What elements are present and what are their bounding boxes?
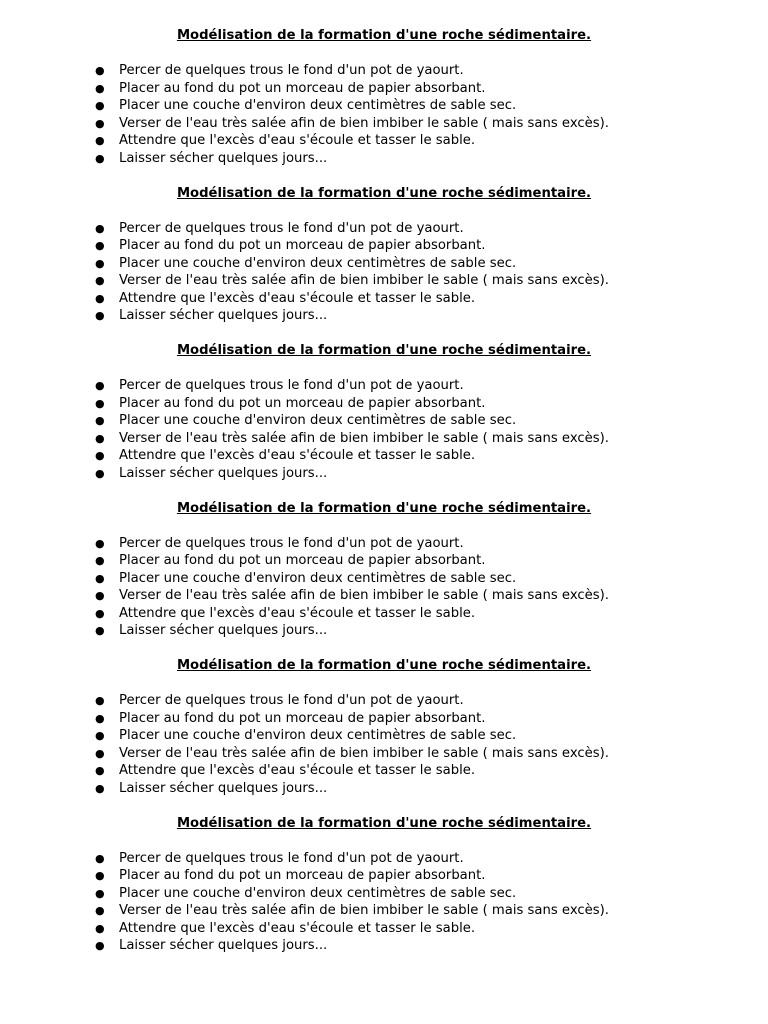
bullet-icon: ● <box>95 939 105 952</box>
section-title: Modélisation de la formation d'une roche sédimentaire. <box>176 28 592 43</box>
bullet-icon: ● <box>95 309 105 322</box>
step-text: Placer une couche d'environ deux centimètres de sable sec. <box>119 98 517 113</box>
bullet-icon: ● <box>95 869 105 882</box>
bullet-icon: ● <box>95 746 105 760</box>
bullet-icon: ● <box>95 239 105 252</box>
bullet-icon: ● <box>95 431 105 445</box>
bullet-icon: ● <box>95 606 105 620</box>
step-text: Laisser sécher quelques jours... <box>119 150 328 166</box>
bullet-icon: ● <box>95 466 105 480</box>
bullet-icon: ● <box>95 536 105 550</box>
section-title: Modélisation de la formation d'une roche sédimentaire. <box>176 658 592 673</box>
section-title: Modélisation de la formation d'une roche sédimentaire. <box>176 500 592 516</box>
bullet-icon: ● <box>95 134 105 147</box>
step-text: Attendre que l'excès d'eau s'écoule et tasser le sable. <box>119 133 476 148</box>
step-text: Placer une couche d'environ deux centimètres de sable sec. <box>119 413 517 428</box>
step-text: Attendre que l'excès d'eau s'écoule et tasser le sable. <box>119 290 476 306</box>
bullet-icon: ● <box>95 64 105 77</box>
step-text: Percer de quelques trous le fond d'un pot de yaourt. <box>119 378 464 393</box>
bullet-icon: ● <box>95 81 105 95</box>
step-text: Placer une couche d'environ deux centimètres de sable sec. <box>119 728 517 743</box>
step-text: Placer une couche d'environ deux centimètres de sable sec. <box>119 255 517 271</box>
step-text: Verser de l'eau très salée afin de bien imbiber le sable ( mais sans excès). <box>119 115 609 131</box>
bullet-icon: ● <box>95 729 105 742</box>
step-text: Attendre que l'excès d'eau s'écoule et tasser le sable. <box>119 763 476 778</box>
step-text: Placer au fond du pot un morceau de papier absorbant. <box>119 238 486 253</box>
step-text: Percer de quelques trous le fond d'un pot de yaourt. <box>119 535 464 551</box>
bullet-icon: ● <box>95 921 105 935</box>
step-text: Verser de l'eau très salée afin de bien imbiber le sable ( mais sans excès). <box>119 273 609 288</box>
bullet-icon: ● <box>95 116 105 130</box>
bullet-icon: ● <box>95 554 105 567</box>
bullet-icon: ● <box>95 291 105 305</box>
step-text: Attendre que l'excès d'eau s'écoule et tasser le sable. <box>119 448 476 463</box>
step-text: Laisser sécher quelques jours... <box>119 623 328 638</box>
bullet-icon: ● <box>95 571 105 585</box>
step-text: Percer de quelques trous le fond d'un pot de yaourt. <box>119 850 464 866</box>
bullet-icon: ● <box>95 764 105 777</box>
step-text: Percer de quelques trous le fond d'un pot de yaourt. <box>119 63 464 78</box>
bullet-icon: ● <box>95 99 105 112</box>
bullet-icon: ● <box>95 151 105 165</box>
step-text: Placer au fond du pot un morceau de papier absorbant. <box>119 868 486 883</box>
bullet-icon: ● <box>95 414 105 427</box>
step-text: Laisser sécher quelques jours... <box>119 780 328 796</box>
bullet-icon: ● <box>95 589 105 602</box>
step-text: Placer une couche d'environ deux centimètres de sable sec. <box>119 570 517 586</box>
step-text: Placer au fond du pot un morceau de papier absorbant. <box>119 710 486 726</box>
step-text: Verser de l'eau très salée afin de bien imbiber le sable ( mais sans excès). <box>119 745 609 761</box>
step-text: Verser de l'eau très salée afin de bien imbiber le sable ( mais sans excès). <box>119 588 609 603</box>
step-text: Laisser sécher quelques jours... <box>119 465 328 481</box>
step-text: Attendre que l'excès d'eau s'écoule et tasser le sable. <box>119 920 476 936</box>
step-text: Percer de quelques trous le fond d'un pot de yaourt. <box>119 693 464 708</box>
bullet-icon: ● <box>95 624 105 637</box>
bullet-icon: ● <box>95 221 105 235</box>
step-text: Placer une couche d'environ deux centimètres de sable sec. <box>119 885 517 901</box>
step-text: Percer de quelques trous le fond d'un pot de yaourt. <box>119 220 464 236</box>
step-text: Placer au fond du pot un morceau de papier absorbant. <box>119 395 486 411</box>
step-text: Placer au fond du pot un morceau de papier absorbant. <box>119 80 486 96</box>
section-title: Modélisation de la formation d'une roche sédimentaire. <box>176 185 592 201</box>
bullet-icon: ● <box>95 256 105 270</box>
section-title: Modélisation de la formation d'une roche sédimentaire. <box>176 815 592 831</box>
step-text: Verser de l'eau très salée afin de bien imbiber le sable ( mais sans excès). <box>119 903 609 918</box>
step-text: Verser de l'eau très salée afin de bien imbiber le sable ( mais sans excès). <box>119 430 609 446</box>
bullet-icon: ● <box>95 274 105 287</box>
bullet-icon: ● <box>95 379 105 392</box>
section-title: Modélisation de la formation d'une roche sédimentaire. <box>176 343 592 358</box>
bullet-icon: ● <box>95 886 105 900</box>
step-text: Laisser sécher quelques jours... <box>119 938 328 953</box>
bullet-icon: ● <box>95 851 105 865</box>
bullet-icon: ● <box>95 904 105 917</box>
bullet-icon: ● <box>95 694 105 707</box>
step-text: Attendre que l'excès d'eau s'écoule et tasser le sable. <box>119 605 476 621</box>
bullet-icon: ● <box>95 711 105 725</box>
bullet-icon: ● <box>95 781 105 795</box>
bullet-icon: ● <box>95 396 105 410</box>
step-text: Placer au fond du pot un morceau de papier absorbant. <box>119 553 486 568</box>
bullet-icon: ● <box>95 449 105 462</box>
step-text: Laisser sécher quelques jours... <box>119 308 328 323</box>
